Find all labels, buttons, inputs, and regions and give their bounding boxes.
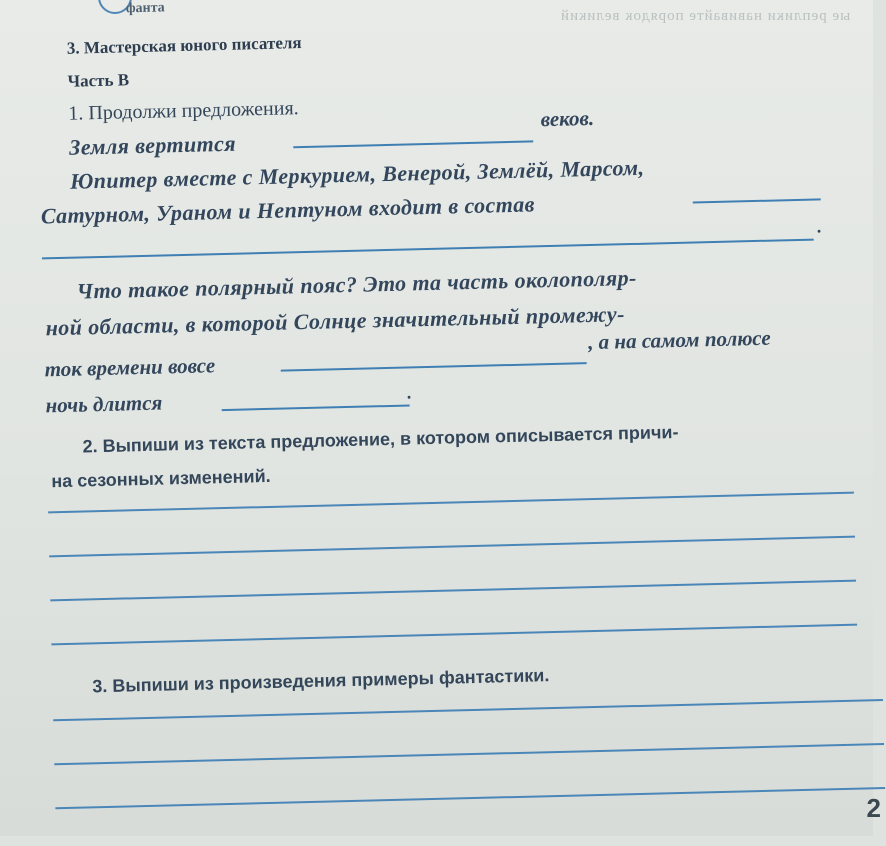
writing-line[interactable]: [54, 743, 884, 765]
writing-line[interactable]: [51, 624, 857, 646]
writing-line[interactable]: [55, 787, 885, 809]
period: .: [817, 216, 823, 237]
task-1-title: 1. Продолжи предложения.: [68, 97, 299, 125]
sentence-3-line-3-start: ток времени вовсе: [44, 353, 216, 382]
sentence-3-line-3-end: , а на самом полюсе: [587, 325, 771, 355]
task-3-title: 3. Выпиши из произведения примеры фантастики.: [92, 665, 550, 697]
part-label: Часть В: [67, 70, 130, 91]
sentence-3-line-4: ночь длится: [45, 390, 163, 418]
sentence-3-line-1: Что такое полярный пояс? Это та часть околополяр-: [76, 264, 637, 304]
cut-off-text: фанта: [125, 0, 165, 17]
task-2-line-1: 2. Выпиши из текста предложение, в котором описывается причи-: [82, 421, 679, 457]
answer-line[interactable]: [222, 404, 410, 411]
period: .: [407, 382, 413, 403]
task-2-line-2: на сезонных изменений.: [51, 465, 271, 492]
sentence-1-end: веков.: [540, 105, 595, 132]
sentence-2-line-2: Сатурном, Ураном и Нептуном входит в состав: [40, 191, 536, 229]
writing-line[interactable]: [48, 492, 854, 514]
sentence-3-line-2: ной области, в которой Солнце значительный промежу-: [45, 301, 626, 341]
answer-line[interactable]: [693, 198, 821, 203]
page-number: 2: [866, 793, 881, 823]
writing-line[interactable]: [53, 699, 883, 721]
answer-line[interactable]: [281, 362, 587, 371]
writing-line[interactable]: [50, 580, 856, 602]
writing-line[interactable]: [49, 536, 855, 558]
sentence-1-start: Земля вертится: [68, 130, 237, 160]
show-through-text: ые реплики навивайте порядок великий: [560, 8, 851, 24]
answer-line[interactable]: [42, 239, 814, 260]
section-title: 3. Мастерская юного писателя: [66, 33, 302, 58]
answer-line[interactable]: [293, 140, 533, 148]
sentence-2-line-1: Юпитер вместе с Меркурием, Венерой, Землёй, Марсом,: [69, 154, 645, 194]
